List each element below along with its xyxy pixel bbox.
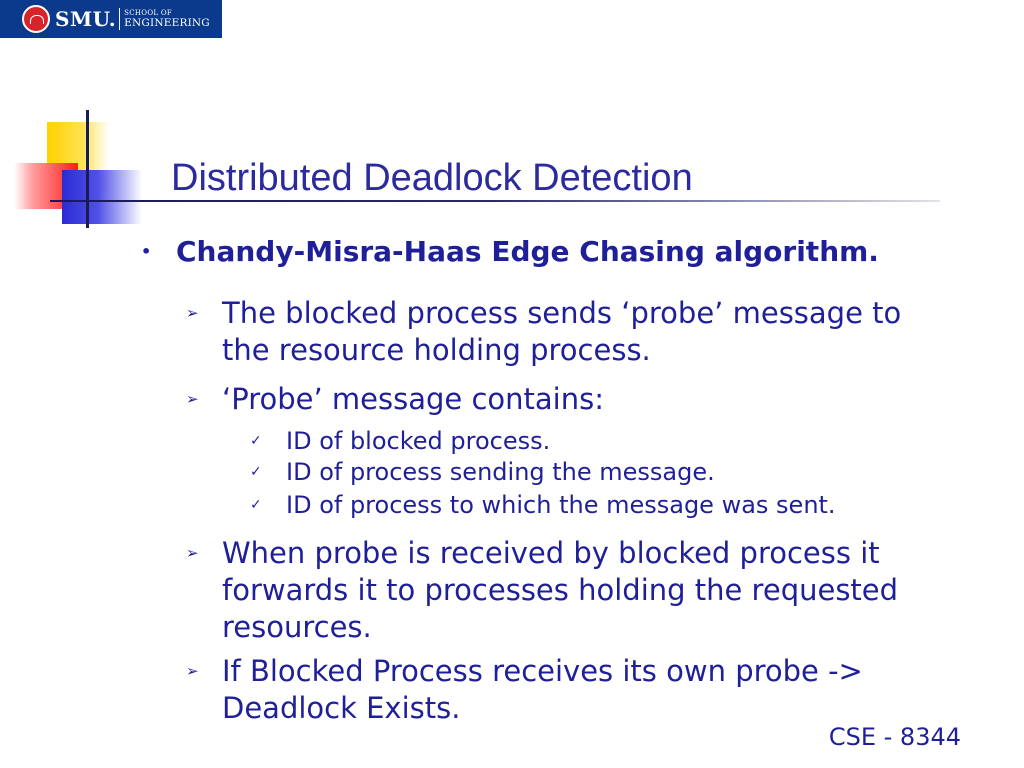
arrowhead-bullet-icon: ➢ bbox=[186, 304, 199, 322]
point-text: If Blocked Process receives its own probe -> Deadlock Exists. bbox=[222, 654, 863, 725]
subpoint-3 bbox=[250, 490, 836, 521]
point-text: When probe is received by blocked process it forwards it to processes holding the requested resources. bbox=[222, 536, 899, 644]
checkmark-bullet-icon: ✓ bbox=[250, 464, 262, 480]
logo-school-line2: ENGINEERING bbox=[124, 16, 210, 29]
subpoint-text: ID of process sending the message. bbox=[286, 458, 715, 486]
logo-brand: SMU. bbox=[55, 7, 117, 31]
point-2 bbox=[186, 381, 942, 418]
arrowhead-bullet-icon: ➢ bbox=[186, 390, 199, 408]
point-4 bbox=[186, 653, 942, 727]
logo-school bbox=[124, 10, 210, 29]
arrowhead-bullet-icon: ➢ bbox=[186, 662, 199, 680]
subpoint-2 bbox=[250, 457, 715, 488]
slide-title: Distributed Deadlock Detection bbox=[171, 157, 693, 199]
decoration-vertical-line bbox=[86, 110, 89, 228]
logo-divider bbox=[119, 8, 120, 30]
arrowhead-bullet-icon: ➢ bbox=[186, 544, 199, 562]
smu-logo-banner bbox=[0, 0, 222, 38]
subpoint-text: ID of process to which the message was sent. bbox=[286, 491, 836, 519]
logo-school-line1: SCHOOL OF bbox=[124, 8, 173, 17]
point-text: ‘Probe’ message contains: bbox=[222, 382, 604, 416]
course-code-footer: CSE - 8344 bbox=[828, 723, 961, 751]
main-bullet-text: Chandy-Misra-Haas Edge Chasing algorithm. bbox=[176, 235, 879, 268]
smu-seal-icon bbox=[22, 5, 50, 33]
decoration-blue-square bbox=[62, 170, 142, 224]
point-3 bbox=[186, 535, 942, 646]
title-decoration bbox=[0, 100, 150, 240]
checkmark-bullet-icon: ✓ bbox=[250, 433, 262, 449]
subpoint-text: ID of blocked process. bbox=[286, 427, 551, 455]
main-bullet bbox=[141, 235, 879, 269]
point-text: The blocked process sends ‘probe’ message to the resource holding process. bbox=[222, 296, 902, 367]
subpoint-1 bbox=[250, 426, 551, 457]
dot-bullet-icon: • bbox=[141, 242, 152, 261]
checkmark-bullet-icon: ✓ bbox=[250, 497, 262, 513]
point-1 bbox=[186, 295, 942, 369]
